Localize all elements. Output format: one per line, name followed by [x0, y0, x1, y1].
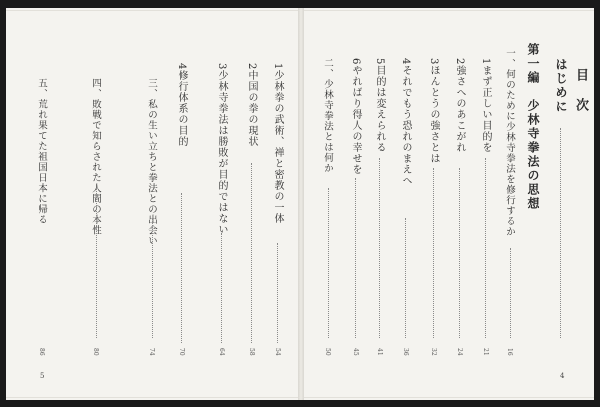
toc-section: 6やればり得人の幸せを: [350, 58, 361, 176]
page-number: 54: [274, 348, 281, 356]
leader-dots: [96, 188, 98, 338]
page-number: 32: [430, 348, 437, 356]
right-folio: 4: [560, 372, 565, 380]
toc-section: 5目的は変えられる: [374, 58, 385, 154]
page-number: 80: [92, 348, 99, 356]
book-spread: [6, 8, 594, 400]
page-number: 45: [352, 348, 359, 356]
intro-heading: はじめに: [554, 58, 568, 114]
toc-section: 4それでもう恐れのまえへ: [400, 58, 411, 187]
toc-section: 3少林寺拳法は勝敗が目的ではない: [216, 63, 227, 236]
toc-chapter-5: 五、荒れ果てた祖国日本に帰る: [36, 78, 47, 225]
leader-dots: [510, 248, 512, 338]
toc-section: 4修行体系の目的: [176, 63, 187, 148]
toc-chapter-2: 二、少林寺拳法とは何か: [322, 58, 333, 174]
page-number: 16: [506, 348, 513, 356]
page-number: 74: [148, 348, 155, 356]
toc-section: 3ほんとうの強さとは: [428, 58, 439, 165]
leader-dots: [433, 168, 435, 338]
toc-heading: 目 次: [573, 68, 588, 113]
leader-dots: [277, 243, 279, 343]
leader-dots: [405, 218, 407, 338]
leader-dots: [560, 128, 562, 338]
toc-section: 2中国の拳の現状: [246, 63, 257, 148]
leader-dots: [328, 188, 330, 338]
page-number: 86: [38, 348, 45, 356]
toc-chapter-4: 四、敗戦で知らされた人間の本性: [90, 78, 101, 236]
leader-dots: [379, 158, 381, 338]
toc-chapter-3: 三、私の生い立ちと拳法との出会い: [146, 78, 157, 246]
part-title: 第一編 少林寺拳法の思想: [526, 43, 540, 211]
toc-section: 1少林拳の武術、禅と密教の一体: [272, 63, 283, 225]
page-number: 24: [456, 348, 463, 356]
page-number: 41: [376, 348, 383, 356]
leader-dots: [485, 158, 487, 338]
leader-dots: [152, 218, 154, 338]
right-page: [304, 8, 594, 400]
leader-dots: [181, 193, 183, 343]
leader-dots: [251, 163, 253, 343]
left-folio: 5: [40, 372, 45, 380]
toc-chapter-1: 一、何のために少林寺拳法を修行するか: [504, 48, 515, 237]
leader-dots: [355, 178, 357, 338]
page-number: 64: [218, 348, 225, 356]
leader-dots: [459, 168, 461, 338]
page-number: 21: [482, 348, 489, 356]
page-number: 50: [324, 348, 331, 356]
toc-section: 2強さへのあこがれ: [454, 58, 465, 154]
leader-dots: [221, 233, 223, 343]
left-page: [6, 8, 298, 400]
page-number: 58: [248, 348, 255, 356]
toc-section: 1まず正しい目的を: [480, 58, 491, 154]
page-number: 36: [402, 348, 409, 356]
page-number: 70: [178, 348, 185, 356]
